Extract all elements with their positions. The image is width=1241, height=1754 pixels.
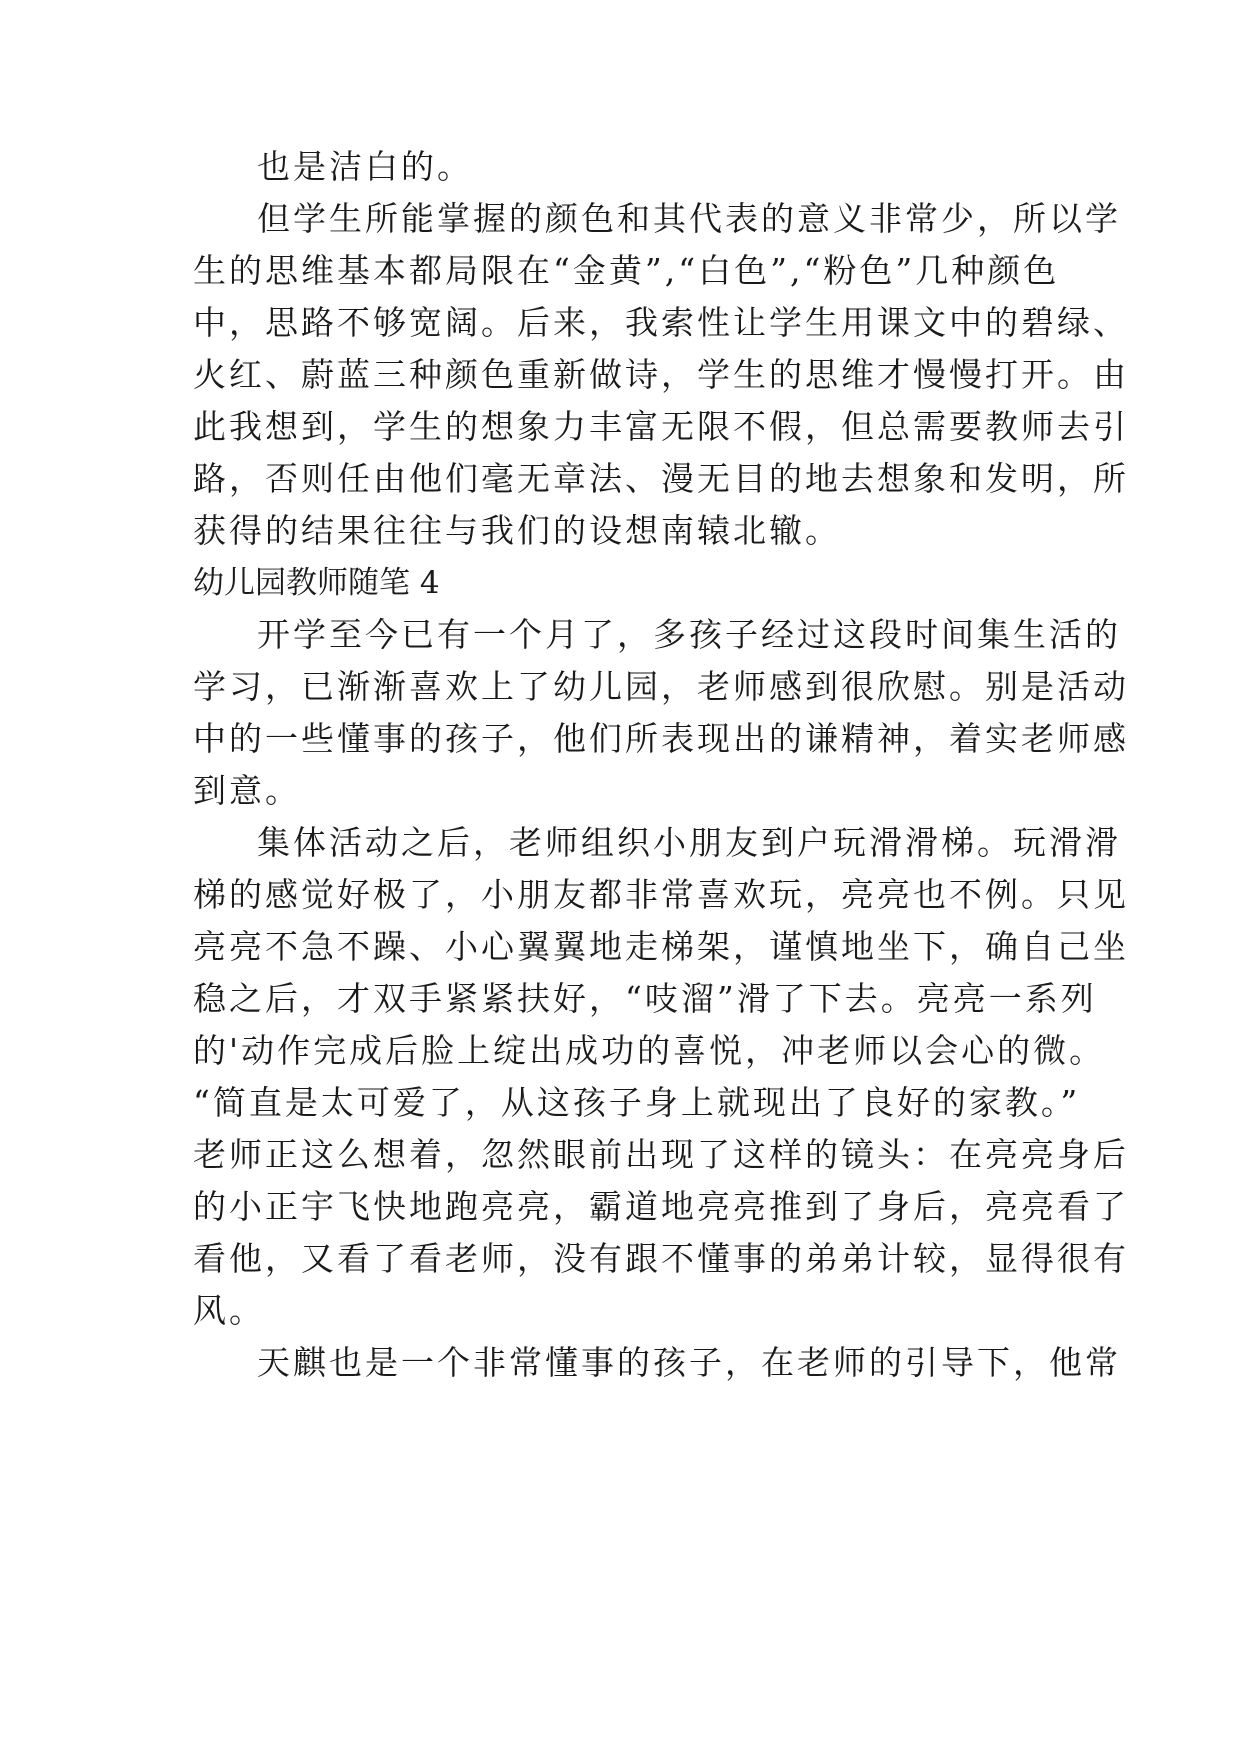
paragraph-line: 集体活动之后，老师组织小朋友到户玩滑滑梯。玩滑滑 <box>257 823 1121 862</box>
paragraph-line: 路，否则任由他们毫无章法、漫无目的地去想象和发明，所 <box>193 459 1129 498</box>
paragraph-line: 此我想到，学生的想象力丰富无限不假，但总需要教师去引 <box>193 407 1129 446</box>
paragraph-line: 中，思路不够宽阔。后来，我索性让学生用课文中的碧绿、 <box>193 303 1129 342</box>
paragraph-line: “简直是太可爱了，从这孩子身上就现出了良好的家教。” <box>193 1083 1081 1122</box>
paragraph-line: 的'动作完成后脸上绽出成功的喜悦，冲老师以会心的微。 <box>193 1031 1106 1070</box>
paragraph-line: 生的思维基本都局限在“金黄”,“白色”,“粉色”几种颜色 <box>193 251 1060 290</box>
paragraph-line: 的小正宇飞快地跑亮亮，霸道地亮亮推到了身后，亮亮看了 <box>193 1187 1129 1226</box>
paragraph-line: 火红、蔚蓝三种颜色重新做诗，学生的思维才慢慢打开。由 <box>193 355 1129 394</box>
paragraph-line: 稳之后，才双手紧紧扶好，“吱溜”滑了下去。亮亮一系列 <box>193 979 1097 1018</box>
paragraph-line: 老师正这么想着，忽然眼前出现了这样的镜头：在亮亮身后 <box>193 1135 1129 1174</box>
paragraph-line: 中的一些懂事的孩子，他们所表现出的谦精神，着实老师感 <box>193 719 1129 758</box>
paragraph-line: 开学至今已有一个月了，多孩子经过这段时间集生活的 <box>257 615 1121 654</box>
paragraph-line: 亮亮不急不躁、小心翼翼地走梯架，谨慎地坐下，确自己坐 <box>193 927 1129 966</box>
paragraph-line: 也是洁白的。 <box>257 147 473 186</box>
paragraph-line: 学习，已渐渐喜欢上了幼儿园，老师感到很欣慰。别是活动 <box>193 667 1129 706</box>
paragraph-line: 天麒也是一个非常懂事的孩子，在老师的引导下，他常 <box>257 1343 1121 1382</box>
paragraph-line: 看他，又看了看老师，没有跟不懂事的弟弟计较，显得很有 <box>193 1239 1129 1278</box>
paragraph-line: 到意。 <box>193 771 301 810</box>
paragraph-line: 风。 <box>193 1291 265 1330</box>
section-heading: 幼儿园教师随笔 4 <box>193 565 440 601</box>
paragraph-line: 但学生所能掌握的颜色和其代表的意义非常少，所以学 <box>257 199 1121 238</box>
paragraph-line: 梯的感觉好极了，小朋友都非常喜欢玩，亮亮也不例。只见 <box>193 875 1129 914</box>
paragraph-line: 获得的结果往往与我们的设想南辕北辙。 <box>193 511 841 550</box>
